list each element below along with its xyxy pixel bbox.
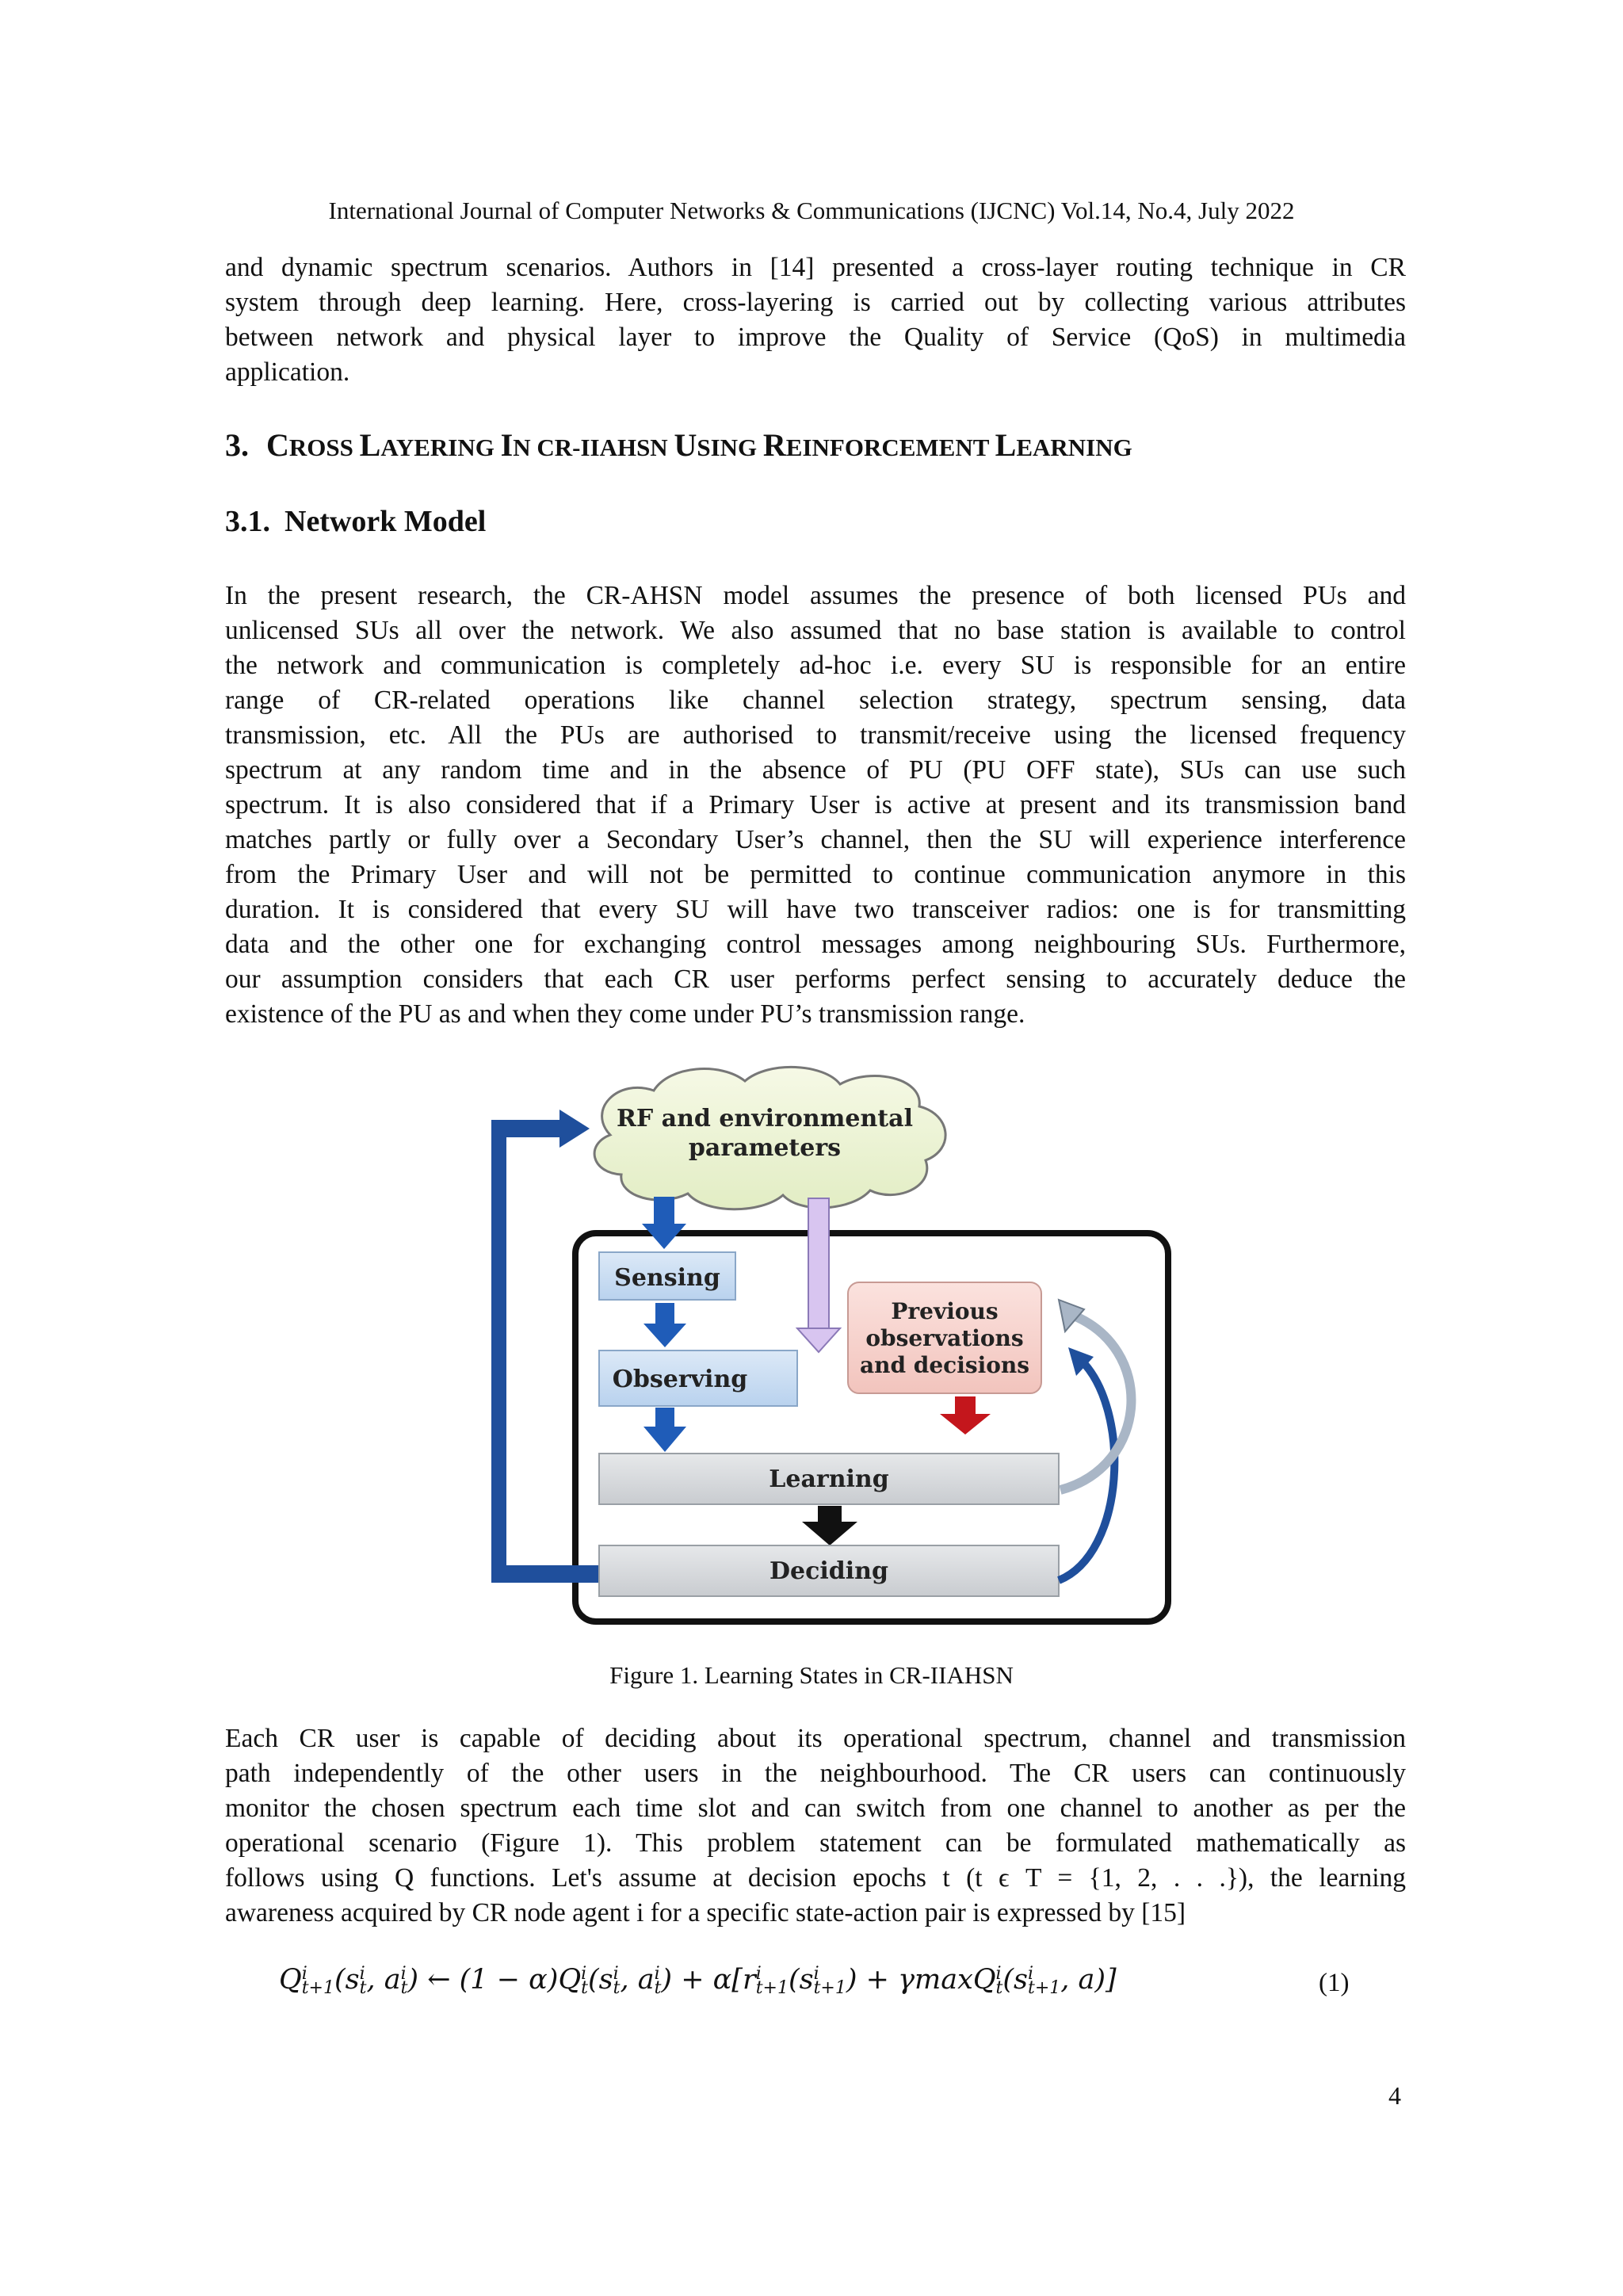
text-line: matches partly or fully over a Secondary User’s channel, then the SU will experience interference: [225, 825, 1406, 854]
text-line: spectrum at any random time and in the absence of PU (PU OFF state), SUs can use such: [225, 755, 1406, 785]
previous-label-line2: observations: [865, 1325, 1024, 1351]
text-line: and dynamic spectrum scenarios. Authors in [14] presented a cross-layer routing technique in CR: [225, 253, 1406, 282]
section-number: 3.: [225, 427, 249, 463]
page-number: 4: [1388, 2081, 1401, 2110]
section-heading: [225, 426, 1132, 464]
text-line: our assumption considers that each CR user performs perfect sensing to accurately deduce the: [225, 965, 1406, 994]
learning-states-diagram: [491, 1062, 1189, 1633]
running-header: International Journal of Computer Networks & Communications (IJCNC) Vol.14, No.4, July 2022: [328, 197, 1295, 224]
title-rest: EINFORCEMENT: [785, 434, 995, 461]
feedback-arrowhead: [559, 1110, 590, 1148]
title-rest: AYERING: [380, 434, 501, 461]
text-line: the network and communication is completely ad-hoc i.e. every SU is responsible for an entire: [225, 651, 1406, 680]
text-line: operational scenario (Figure 1). This problem statement can be formulated mathematically as: [225, 1828, 1406, 1858]
subsection-title: Network Model: [285, 505, 487, 538]
text-line: between network and physical layer to improve the Quality of Service (QoS) in multimedia: [225, 323, 1406, 352]
text-line: existence of the PU as and when they come under PU’s transmission range.: [225, 999, 1025, 1029]
title-cap: R: [762, 427, 786, 463]
text-line: spectrum. It is also considered that if a Primary User is active at present and its transmission band: [225, 790, 1406, 819]
title-cap: L: [995, 427, 1017, 463]
text-line: system through deep learning. Here, cross-layering is carried out by collecting various attributes: [225, 288, 1406, 317]
title-cap: U: [674, 427, 697, 463]
learning-label: Learning: [769, 1465, 889, 1493]
observing-label: Observing: [612, 1366, 748, 1393]
q-update-equation: Q i t+1 (s i t , a i t ) ← (1 − α)Q i t (s i t , a i t ) + α[r i t+1 (s i t+1 ) + γmaxQ i t (s i t+1 , a)]: [279, 1963, 1117, 1998]
previous-label-line3: and decisions: [859, 1352, 1030, 1378]
cloud-label-line2: parameters: [688, 1134, 842, 1162]
title-rest: ROSS: [288, 434, 360, 461]
text-line: In the present research, the CR-AHSN model assumes the presence of both licensed PUs and: [225, 581, 1406, 610]
q-learning-paragraph: [225, 1721, 1406, 1931]
title-cap: C: [266, 427, 289, 463]
subsection-number: 3.1.: [225, 505, 270, 538]
deciding-label: Deciding: [769, 1557, 888, 1585]
title-rest: N CR-IIAHSN: [513, 434, 674, 461]
intro-paragraph: [225, 250, 1406, 390]
text-line: path independently of the other users in the neighbourhood. The CR users can continuously: [225, 1759, 1406, 1788]
equation-number: (1): [1319, 1969, 1350, 1997]
title-rest: SING: [697, 434, 763, 461]
network-model-paragraph: [225, 579, 1406, 1032]
text-line: Each CR user is capable of deciding about its operational spectrum, channel and transmission: [225, 1724, 1406, 1753]
text-line: range of CR-related operations like channel selection strategy, spectrum sensing, data: [225, 686, 1406, 715]
text-line: from the Primary User and will not be permitted to continue communication anymore in this: [225, 860, 1406, 889]
previous-label-line1: Previous: [891, 1298, 999, 1324]
rf-parameters-cloud: [594, 1067, 945, 1209]
text-line: data and the other one for exchanging control messages among neighbouring SUs. Furthermore,: [225, 930, 1406, 959]
title-rest: EARNING: [1016, 434, 1132, 461]
figure-caption: Figure 1. Learning States in CR-IIAHSN: [609, 1661, 1014, 1689]
text-line: duration. It is considered that every SU will have two transceiver radios: one is for transmitting: [225, 895, 1406, 924]
text-line: transmission, etc. All the PUs are authorised to transmit/receive using the licensed frequency: [225, 720, 1406, 750]
cloud-label-line1: RF and environmental: [616, 1105, 914, 1133]
text-line: awareness acquired by CR node agent i for a specific state-action pair is expressed by [15]: [225, 1898, 1186, 1927]
text-line: unlicensed SUs all over the network. We also assumed that no base station is available to control: [225, 616, 1406, 645]
text-line: follows using Q functions. Let's assume at decision epochs t (t ϵ T = {1, 2, . . .}), the learning: [225, 1863, 1406, 1893]
text-line: monitor the chosen spectrum each time slot and can switch from one channel to another as per the: [225, 1794, 1406, 1823]
text-line: application.: [225, 357, 350, 387]
sensing-label: Sensing: [614, 1264, 720, 1292]
title-cap: I: [500, 427, 514, 463]
title-cap: L: [359, 427, 381, 463]
subsection-heading: [225, 504, 486, 539]
